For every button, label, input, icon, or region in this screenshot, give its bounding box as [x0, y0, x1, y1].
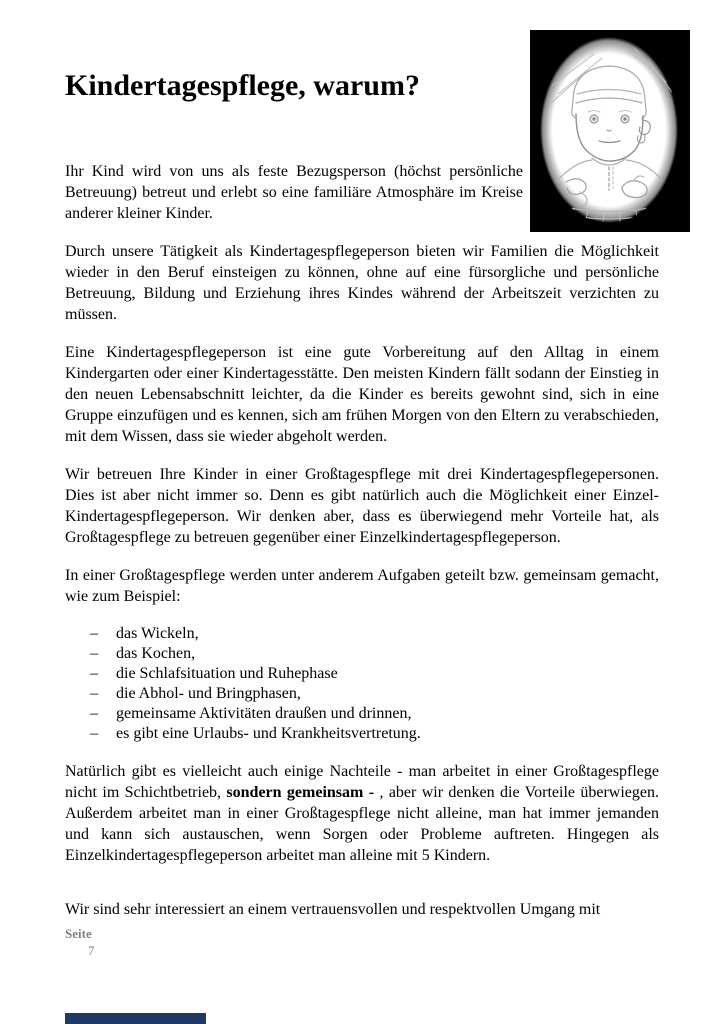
- paragraph-6-pre: Natürlich gibt es vielleicht auch einige Nachteile - man arbeitet in einer Großtagespflege nicht im Schichtbetrieb,: [65, 763, 659, 801]
- dash-marker: –: [90, 725, 98, 742]
- dash-marker: –: [90, 685, 98, 702]
- list-item: [65, 624, 659, 644]
- page-number: 7: [88, 943, 95, 958]
- paragraph-3: Eine Kindertagespflegeperson ist eine gute Vorbereitung auf den Alltag in einem Kindergarten oder einer Kindertagesstätte. Den meisten Kindern fällt sodann der Einstieg in den neuen Lebensabschnitt leichter, da die Kinder es bereits gewohnt sind, sich in eine Gruppe einzufügen und es kennen, sich am frühen Morgen von den Eltern zu verabschieden, mit dem Wissen, dass sie wieder abgeholt werden.: [65, 344, 659, 445]
- paragraph-6-bold: sondern gemeinsam -: [226, 784, 380, 801]
- paragraph-6-post: , aber wir denken die Vorteile überwiegen. Außerdem arbeitet man in einer Großtagespflege nicht alleine, man hat immer jemanden und kann sich austauschen, wenn Sorgen oder Probleme auftreten. Hingegen als Einzelkindertagespflegeperson arbeitet man alleine mit 5 Kindern.: [65, 784, 659, 864]
- bullet-list: [65, 624, 659, 744]
- dash-marker: –: [90, 705, 98, 722]
- baby-sketch-image: [530, 30, 690, 232]
- list-item-text: die Abhol- und Bringphasen,: [116, 685, 301, 702]
- paragraph-6: [65, 761, 659, 866]
- baby-sketch-svg: [530, 30, 690, 232]
- dash-marker: –: [90, 645, 98, 662]
- list-item-text: gemeinsame Aktivitäten draußen und drinnen,: [116, 705, 412, 722]
- list-item-text: das Wickeln,: [116, 625, 199, 642]
- paragraph-4: Wir betreuen Ihre Kinder in einer Großtagespflege mit drei Kindertagespflegepersonen. Dies ist aber nicht immer so. Denn es gibt natürlich auch die Möglichkeit einer Einzel-Kindertagespflegeperson. Wir denken aber, dass es überwiegend mehr Vorteile hat, als Großtagespflege zu betreuen gegenüber einer Einzelkindertagespflegeperson.: [65, 466, 659, 546]
- list-item: [65, 684, 659, 704]
- list-item-text: die Schlafsituation und Ruhephase: [116, 665, 338, 682]
- page-title: Kindertagespflege, warum?: [65, 69, 420, 102]
- paragraph-intro: Ihr Kind wird von uns als feste Bezugsperson (höchst persönliche Betreuung) betreut und erlebt so eine familiäre Atmosphäre im Kreise anderer kleiner Kinder.: [65, 163, 523, 222]
- list-item-text: das Kochen,: [116, 645, 196, 662]
- dash-marker: –: [90, 665, 98, 682]
- list-item: [65, 644, 659, 664]
- paragraph-5: In einer Großtagespflege werden unter anderem Aufgaben geteilt bzw. gemeinsam gemacht, wie zum Beispiel:: [65, 567, 659, 605]
- page-footer: [65, 925, 659, 959]
- footer-accent-bar: [65, 1013, 206, 1024]
- list-item: [65, 724, 659, 744]
- list-item: [65, 704, 659, 724]
- list-item: [65, 664, 659, 684]
- paragraph-last: Wir sind sehr interessiert an einem vertrauensvollen und respektvollen Umgang mit: [65, 901, 601, 918]
- paragraph-2: Durch unsere Tätigkeit als Kindertagespflegeperson bieten wir Familien die Möglichkeit wieder in den Beruf einsteigen zu können, ohne auf eine fürsorgliche und persönliche Betreuung, Bildung und Erziehung ihres Kindes während der Arbeitszeit verzichten zu müssen.: [65, 243, 659, 323]
- dash-marker: –: [90, 625, 98, 642]
- list-item-text: es gibt eine Urlaubs- und Krankheitsvertretung.: [116, 725, 421, 742]
- footer-label: Seite: [65, 926, 92, 941]
